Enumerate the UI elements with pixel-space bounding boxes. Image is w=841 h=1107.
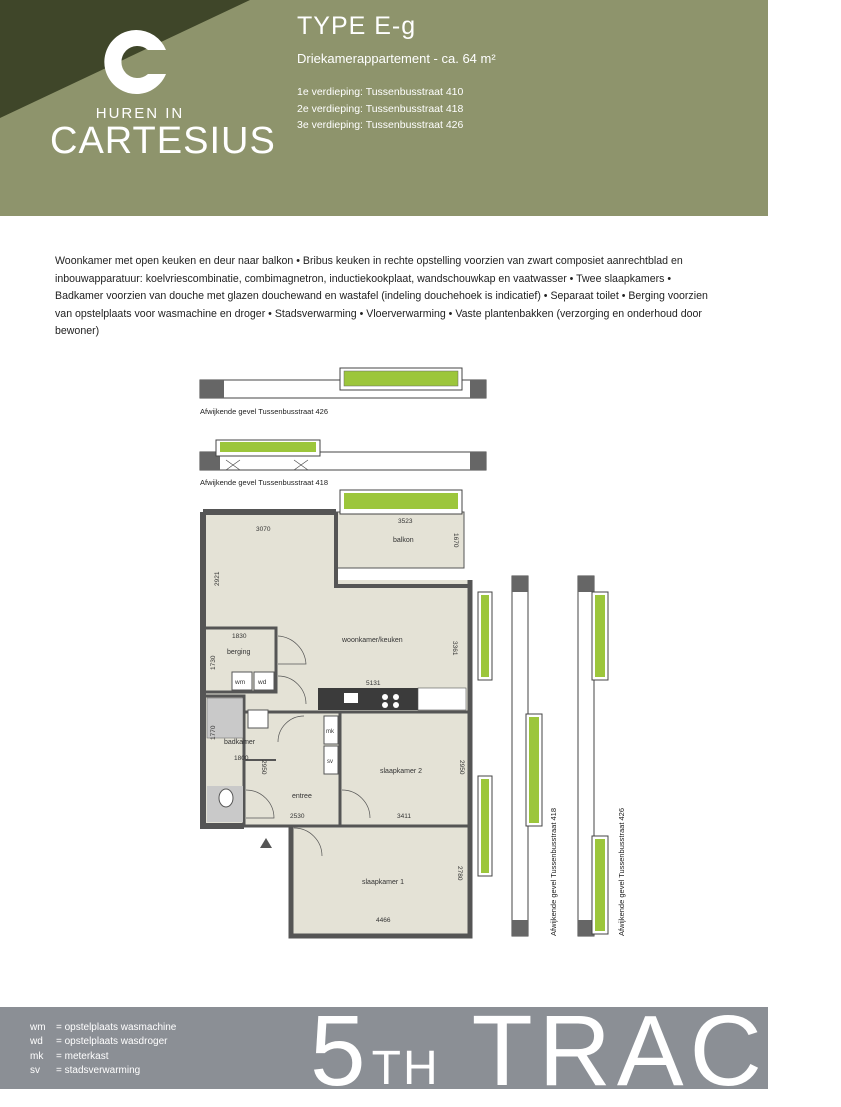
dim-label: 2950 <box>260 760 267 775</box>
page-subtitle: Driekamerappartement - ca. 64 m² <box>297 51 496 66</box>
dim-label: 2780 <box>456 866 463 881</box>
dim-label: 1830 <box>232 633 247 640</box>
dim-label: 3411 <box>397 813 411 820</box>
apartment-outline <box>203 490 492 936</box>
dim-label: 1770 <box>210 725 217 740</box>
label-wm: wm <box>235 679 246 686</box>
facade-426-drawing <box>200 368 486 398</box>
logo-main-text: CARTESIUS <box>50 120 276 162</box>
room-label-balkon: balkon <box>393 537 414 544</box>
dim-label: 1730 <box>210 655 217 670</box>
legend-item: wm = opstelplaats wasmachine <box>30 1022 177 1033</box>
room-label-entree: entree <box>292 793 312 800</box>
side-426-label: Afwijkende gevel Tussenbusstraat 426 <box>617 808 626 936</box>
facade-418-label: Afwijkende gevel Tussenbusstraat 418 <box>200 478 328 487</box>
room-label-slaapkamer1: slaapkamer 1 <box>362 879 405 886</box>
footer-banner <box>0 995 841 1107</box>
dim-label: 5131 <box>366 680 381 687</box>
dim-label: 2530 <box>290 813 305 820</box>
side-elevation-426-drawing <box>578 576 608 936</box>
label-sv: sv <box>327 759 333 765</box>
legend-item: wd = opstelplaats wasdroger <box>30 1036 168 1048</box>
room-label-badkamer: badkamer <box>224 739 256 746</box>
facade-426-label: Afwijkende gevel Tussenbusstraat 426 <box>200 407 328 416</box>
label-mk: mk <box>326 729 334 735</box>
side-418-label: Afwijkende gevel Tussenbusstraat 418 <box>549 808 558 936</box>
dim-label: 4466 <box>376 917 391 924</box>
page-title: TYPE E-g <box>297 12 417 40</box>
description-text: Woonkamer met open keuken en deur naar balkon • Bribus keuken in rechte opstelling voorzien van zwart composiet aanrechtblad en inbouwapparatuur: koelvriescombinatie, combimagnetron, inductiekookplaat, wandschouwkap en vaatwasser • Twee slaapkamers • Badkamer voorzien van douche met glazen douchewand en wastafel (indeling douchehoek is indicatief) • Separaat toilet • Berging voorzien van opstelplaats voor wasmachine en droger • Stadsverwarming • Vloerverwarming • Vaste plantenbakken (verzorging en onderhoud door bewoner) <box>55 255 708 337</box>
legend-item: sv = stadsverwarming <box>30 1065 141 1077</box>
logo-top-text: HUREN IN <box>95 105 185 122</box>
legend <box>30 1021 176 1079</box>
floor-item: 1e verdieping: Tussenbusstraat 410 <box>297 86 464 98</box>
floor-item: 3e verdieping: Tussenbusstraat 426 <box>297 119 464 131</box>
dim-label: 3523 <box>398 518 413 525</box>
dim-label: 1800 <box>234 755 249 762</box>
room-label-slaapkamer2: slaapkamer 2 <box>380 768 423 775</box>
floor-item: 2e verdieping: Tussenbusstraat 418 <box>297 102 464 115</box>
dim-label: 2921 <box>214 571 221 586</box>
5th-track-brand: 5TH TRACK <box>310 995 841 1107</box>
room-label-woonkamer: woonkamer/keuken <box>342 637 403 644</box>
dim-label: 3361 <box>451 641 458 656</box>
room-label-berging: berging <box>227 649 251 656</box>
facade-418-drawing <box>200 440 486 470</box>
dim-label: 3070 <box>256 526 271 533</box>
dim-label: 2950 <box>458 760 465 775</box>
side-elevation-418-drawing <box>512 576 542 936</box>
legend-item: mk = meterkast <box>30 1050 109 1062</box>
label-wd: wd <box>258 679 267 686</box>
dim-label: 1670 <box>452 533 459 548</box>
